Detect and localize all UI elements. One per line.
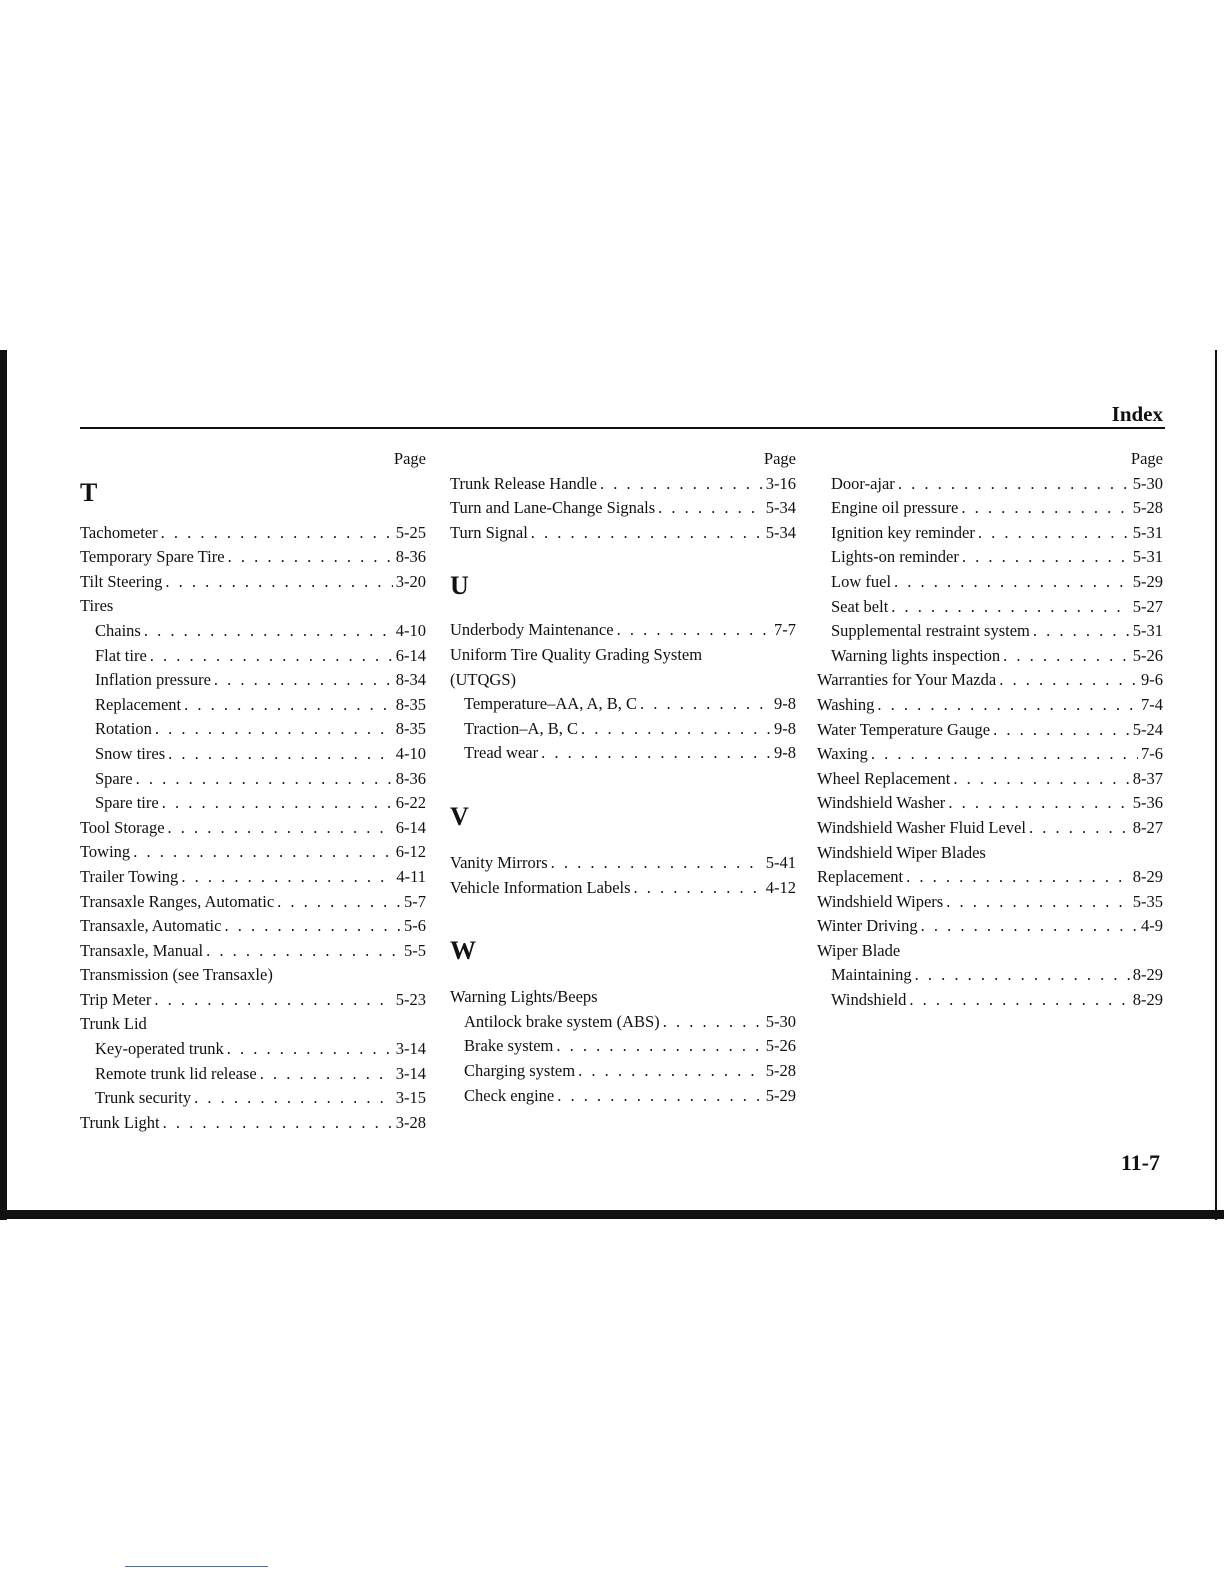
page-number: 11-7 — [1120, 1150, 1160, 1175]
index-subentry: Maintaining . . . 8-29 — [817, 963, 1163, 988]
index-entry: Washing . . . 7-4 — [817, 693, 1163, 718]
index-entry: Trunk Release Handle . . . 3-16 — [450, 472, 796, 497]
index-entry: Tilt Steering . . . 3-20 — [80, 570, 426, 595]
index-entry: Towing . . . 6-12 — [80, 840, 426, 865]
index-entry: Windshield Wiper Blades — [817, 842, 986, 862]
section-letter-v: V — [450, 801, 469, 831]
index-entry: Vehicle Information Labels . . . 4-12 — [450, 876, 796, 901]
index-entry: Transaxle, Manual . . . 5-5 — [80, 939, 426, 964]
index-entry: Trunk Light . . . 3-28 — [80, 1111, 426, 1136]
page-border-left — [0, 350, 7, 1220]
index-subentry: Ignition key reminder . . . 5-31 — [817, 521, 1163, 546]
index-column-2 — [450, 447, 796, 1108]
column-page-heading: Page — [763, 449, 796, 468]
index-entry: Tachometer . . . 5-25 — [80, 521, 426, 546]
index-entry: Windshield Washer . . . 5-36 — [817, 791, 1163, 816]
index-subentry: Rotation . . . 8-35 — [80, 717, 426, 742]
index-entry: Uniform Tire Quality Grading System — [450, 644, 703, 664]
index-entry: Vanity Mirrors . . . 5-41 — [450, 851, 796, 876]
page-border-right — [1215, 350, 1217, 1220]
index-entry: Wiper Blade — [817, 940, 901, 960]
index-subentry: Door-ajar . . . 5-30 — [817, 472, 1163, 497]
index-subentry: Key-operated trunk . . . 3-14 — [80, 1037, 426, 1062]
index-entry: Winter Driving . . . 4-9 — [817, 914, 1163, 939]
index-subentry: Warning lights inspection . . . 5-26 — [817, 644, 1163, 669]
footer-rule — [125, 1566, 268, 1567]
index-subentry: Engine oil pressure . . . 5-28 — [817, 496, 1163, 521]
index-subentry: Inflation pressure . . . 8-34 — [80, 668, 426, 693]
index-subentry: Antilock brake system (ABS) . . . 5-30 — [450, 1010, 796, 1035]
index-entry: Replacement . . . 8-29 — [817, 865, 1163, 890]
index-entry: Warranties for Your Mazda . . . 9-6 — [817, 668, 1163, 693]
index-entry: Trunk Lid — [80, 1014, 147, 1034]
index-entry: Trailer Towing . . . 4-11 — [80, 865, 426, 890]
index-subentry: Check engine . . . 5-29 — [450, 1084, 796, 1109]
index-subentry: Snow tires . . . 4-10 — [80, 742, 426, 767]
index-subentry: Temperature–AA, A, B, C . . . 9-8 — [450, 692, 796, 717]
index-column-1 — [80, 447, 426, 1135]
page-border-bottom — [0, 1210, 1224, 1219]
index-subentry: Spare . . . 8-36 — [80, 767, 426, 792]
section-letter-t: T — [80, 477, 98, 507]
index-entry: Tool Storage . . . 6-14 — [80, 816, 426, 841]
index-entry: Windshield Washer Fluid Level . . . 8-27 — [817, 816, 1163, 841]
index-entry: Underbody Maintenance . . . 7-7 — [450, 618, 796, 643]
section-letter-w: W — [450, 936, 476, 966]
index-subentry: Supplemental restraint system . . . 5-31 — [817, 619, 1163, 644]
index-subentry: Chains . . . 4-10 — [80, 619, 426, 644]
index-entry: Turn Signal . . . 5-34 — [450, 521, 796, 546]
header-rule — [80, 427, 1165, 429]
index-entry: Tires — [80, 596, 114, 616]
index-subentry: Tread wear . . . 9-8 — [450, 741, 796, 766]
index-entry: Transaxle Ranges, Automatic . . . 5-7 — [80, 890, 426, 915]
index-entry: Wheel Replacement . . . 8-37 — [817, 767, 1163, 792]
index-subentry: Replacement . . . 8-35 — [80, 693, 426, 718]
index-entry: Water Temperature Gauge . . . 5-24 — [817, 718, 1163, 743]
index-subentry: Charging system . . . 5-28 — [450, 1059, 796, 1084]
index-subentry: Lights-on reminder . . . 5-31 — [817, 545, 1163, 570]
index-column-3 — [817, 447, 1163, 1013]
column-page-heading: Page — [393, 449, 426, 468]
index-entry: Transmission (see Transaxle) — [80, 965, 273, 985]
index-subentry: Brake system . . . 5-26 — [450, 1034, 796, 1059]
index-subentry: Spare tire . . . 6-22 — [80, 791, 426, 816]
index-subentry: Flat tire . . . 6-14 — [80, 644, 426, 669]
index-entry: (UTQGS) — [450, 669, 516, 689]
index-subentry: Low fuel . . . 5-29 — [817, 570, 1163, 595]
index-entry: Trip Meter . . . 5-23 — [80, 988, 426, 1013]
page-title: Index — [1111, 402, 1163, 426]
column-page-heading: Page — [1130, 449, 1163, 468]
index-subentry: Remote trunk lid release . . . 3-14 — [80, 1062, 426, 1087]
index-subentry: Trunk security . . . 3-15 — [80, 1086, 426, 1111]
index-entry: Turn and Lane-Change Signals . . . 5-34 — [450, 496, 796, 521]
index-entry: Waxing . . . 7-6 — [817, 742, 1163, 767]
index-subentry: Windshield . . . 8-29 — [817, 988, 1163, 1013]
index-entry: Warning Lights/Beeps — [450, 987, 598, 1007]
section-letter-u: U — [450, 571, 469, 601]
index-entry: Temporary Spare Tire . . . 8-36 — [80, 545, 426, 570]
index-subentry: Traction–A, B, C . . . 9-8 — [450, 717, 796, 742]
index-entry: Windshield Wipers . . . 5-35 — [817, 890, 1163, 915]
index-entry: Transaxle, Automatic . . . 5-6 — [80, 914, 426, 939]
index-subentry: Seat belt . . . 5-27 — [817, 595, 1163, 620]
